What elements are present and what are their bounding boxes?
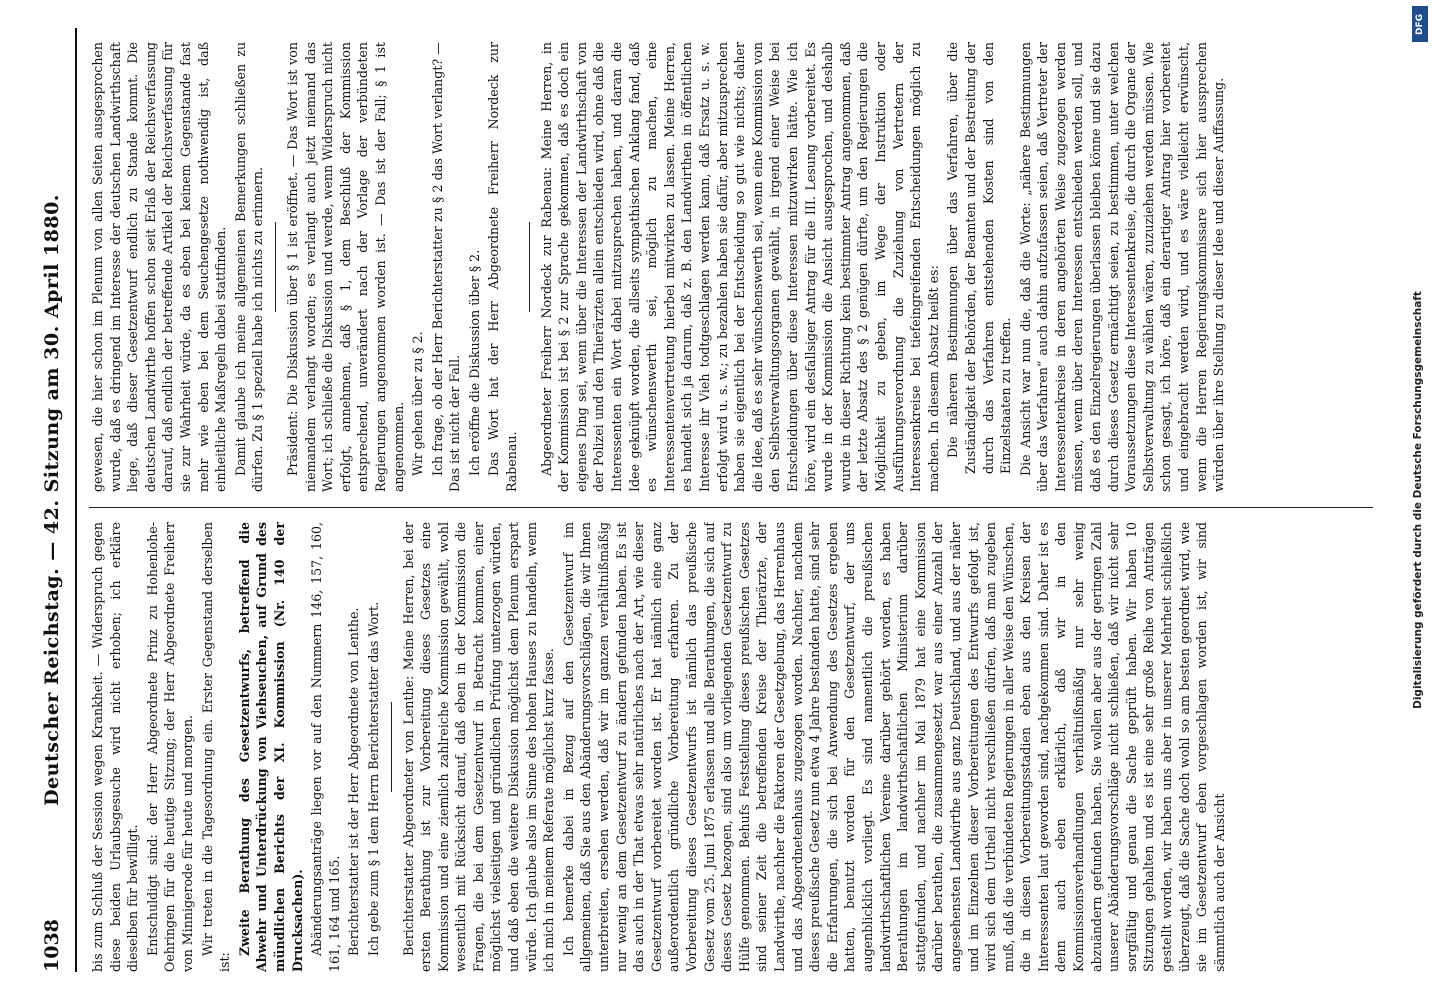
quoted-paragraph: Die näheren Bestimmungen über das Verfahren, über die Zuständigkeit der Behörden, der Beamten und der Bestreitung der durch das Verfahren entstehenden Kosten sind von den Einzelstaaten zu treffen. [945,42,1014,474]
left-column [89,522,1373,972]
divider [391,702,392,792]
paragraph: Wir gehen über zu § 2. [410,331,426,476]
paragraph: Ich gebe zum § 1 dem Herrn Berichterstatter das Wort. [365,601,381,956]
credit-text: Digitalisierung gefördert durch die Deutsche Forschungsgemeinschaft [1412,291,1424,709]
paragraph: bis zum Schluß der Session wegen Krankheit. — Widerspruch gegen diese beiden Urlaubsgesuche wird nicht erhoben; ich erkläre dieselben für bewilligt. [90,522,141,972]
paragraph: Ich eröffne die Diskussion über § 2. [466,249,482,476]
paragraph: Wir treten in die Tagesordnung ein. Erster Gegenstand derselben ist: [199,522,233,972]
speech-paragraph: Ich bemerke dabei in Bezug auf den Gesetzentwurf im allgemeinen, daß Sie aus den Abänderungsvorschlägen, die wir Ihnen unterbreiten, ersehen werden, daß wir im ganzen verhältnißmäßig nur wenig an dem Gesetzentwurf zu ändern gefunden haben. Es ist das auch in der That etwas sehr natürliches nach der Art, wie dieser Gesetzentwurf vorbereitet worden ist. Er hat nämlich eine ganz außerordentlich gründliche Vorbereitung erfahren. Zu der Vorbereitung dieses Gesetzentwurfs ist nämlich das preußische Gesetz vom 25. Juni 1875 erlassen und alle Berathungen, die sich auf dieses Gesetz bezogen, sind also um vorliegenden Gesetzentwurf zu Hülfe genommen. Behufs Feststellung dieses preußischen Gesetzes sind seiner Zeit die betreffenden Kreise der Thierärzte, der Landwirthe, nachher die Faktoren der Gesetzgebung, das Herrenhaus und das Abgeordnetenhaus zugezogen worden. Nachher, nachdem dieses preußische Gesetz nun etwa 4 Jahre bestanden hatte, sind sehr die Erfahrungen, die sich bei Anwendung des Gesetzes ergeben hatten, benutzt worden für den Gesetzentwurf, der uns augenblicklich vorliegt. Es sind namentlich die preußischen landwirthschaftlichen Vereine darüber gehört worden, es haben Berathungen im landwirthschaftlichen Ministerium darüber stattgefunden, und nachher im Mai 1879 hat eine Kommission darüber berathen, die zusammengesetzt war aus einer Anzahl der angesehensten Landwirthe aus ganz Deutschland, und aus der näher und im Einzelnen dieser Vorbereitungen des Entwurfs gefolgt ist, wird sich dem Urtheil nicht verschließen dürfen, daß man zugeben muß, daß die verbündeten Regierungen in aller Weise den Wünschen, die in diesen Vorbereitungsstadien eben aus den Kreisen der Interessenten laut geworden sind, nachgekommen sind. Daher ist es denn auch eben erklärlich, daß wir in den Kommissionsverhandlungen verhältnißmäßig nur sehr wenig abzuändern gefunden haben. Sie wollen aber aus der geringen Zahl unserer Abänderungsvorschläge nicht schließen, daß wir nicht sehr sorgfältig und genau die Sache geprüft haben. Wir haben 10 Sitzungen gehalten und es ist eine sehr große Reihe von Anträgen gestellt worden, wir haben uns aber in unserer Mehrheit schließlich überzeugt, daß die Sache doch wohl so am besten geordnet wird, wie sie im Gesetzentwurf eben vorgeschlagen worden ist, wir sind sämmtlich auch der Ansicht [560,522,1227,972]
agenda-item-title: Zweite Berathung des Gesetzentwurfs, betreffend die Abwehr und Unterdrückung von Viehseuchen, auf Grund des mündlichen Berichts der XI. Kommission (Nr. 140 der Drucksachen). [236,522,305,972]
page-header [35,28,77,972]
speech-paragraph: Die Ansicht war nun die, daß die Worte: „nähere Bestimmungen über das Verfahren“ auch dahin aufzufassen seien, daß Vertreter der Interessentenkreise in deren angehörten Weise zugezogen werden müssen, wenn über deren Interessen entschieden werden soll, und daß es den Einzelregierungen überlassen bleiben könne und sie dazu durch dieses Gesetz ermächtigt seien, zu bestimmen, unter welchen Voraussetzungen diese Interessentenkreise, die durch die Organe der Selbstverwaltung zu wählen wären, zuzuziehen werden müssen. Wie schon gesagt, ich höre, daß ein derartiger Antrag hier vorbereitet und eingebracht werden wird, und es wäre vielleicht erwünscht, wenn die Herren Regierungskommissare sich hier aussprechen würden über ihre Stellung zu dieser Idee und dieser Auffassung. [1017,42,1227,492]
newspaper-page [15,0,1395,1000]
speech-paragraph: Abgeordneter Freiherr Nordeck zur Rabenau: Meine Herren, in der Kommission ist bei § 2 zur Sprache gekommen, daß es doch ein eigenes Ding sei, wenn über die Interessen der Landwirthschaft von der Polizei und den Thierärzten allein entschieden wird, ohne daß die Interessenten ein Wort dabei mitzusprechen haben, und daran die Idee geknüpft worden, die allseits sympathischen Anklang fand, daß es wünschenswerth sei, möglich zu machen, eine Interessentenvertretung hierbei mitwirken zu lassen. Meine Herren, es handelt sich ja darum, daß z. B. den Landwirthen in öffentlichen Interesse ihr Vieh todtgeschlagen werden kann, daß Ersatz u. s. w. erfolgt wird u. s. w.; zu bezahlen haben sie dafür, aber mitzusprechen haben sie eigentlich bei der Entscheidung so gut wie nichts; daher die Idee, daß es sehr wünschenswerth sei, wenn eine Kommission von den Selbstverwaltungsorganen gewählt, in irgend einer Weise bei Entscheidungen über diese Interessen mitzuwirken hätte. Wie ich höre, wird ein desfallsiger Antrag für die III. Lesung vorbereitet. Es wurde in der Kommission die Ansicht ausgesprochen, und deshalb wurde in dieser Richtung kein bestimmter Antrag angenommen, daß der letzte Absatz des § 2 genügen dürfte, um den Regierungen die Möglichkeit zu geben, im Wege der Instruktion oder Ausführungsverordnung die Zuziehung von Vertretern der Interessenkreise bei tiefeingreifenden Entscheidungen möglich zu machen. In diesem Absatz heißt es: [538,42,941,492]
divider [275,222,276,312]
speech-paragraph: Berichterstatter Abgeordneter von Lenthe: Meine Herren, bei der ersten Berathung ist zur Vorbereitung dieses Gesetzes eine Kommission und eine ziemlich zahlreiche Kommission gewählt, wohl wesentlich mit Rücksicht darauf, daß eben in der Kommission die Fragen, die bei dem Gesetzentwurf in Betracht kommen, einer möglichst vielseitigen und gründlichen Prüfung unterzogen würden, und daß eben die weitere Diskussion möglichst dem Plenum erspart würde. Ich glaube also im Sinne des hohen Hauses zu handeln, wenn ich mich in meinem Referate möglichst kurz fasse. [400,522,557,972]
page-number: 1038 [41,919,63,972]
paragraph: Berichterstatter ist der Herr Abgeordnete von Lenthe. [346,607,362,956]
paragraph: Entschuldigt sind: der Herr Abgeordnete Prinz zu Hohenlohe-Oehringen für die heutige Sitzung; der Herr Abgeordnete Freiherr von Minnigerode für heute und morgen. [144,522,195,972]
president-paragraph: Präsident: Die Diskussion über § 1 ist eröffnet. — Das Wort ist von niemandem verlangt worden; es verlangt auch jetzt niemand das Wort; ich schließe die Diskussion und werde, wenn Widerspruch nicht erfolgt, annehmen, daß § 1, dem Beschluß der Kommission entsprechend, unverändert nach der Vorlage der verbündeten Regierungen angenommen worden ist. — Das ist der Fall; § 1 ist angenommen. [284,42,406,492]
digitization-credit [1412,0,1426,1000]
paragraph: Damit glaube ich meine allgemeinen Bemerkungen schließen zu dürfen. Zu § 1 speziell habe ich nichts zu erinnern. [232,42,266,492]
divider [529,222,530,312]
paragraph: Abänderungsanträge liegen vor auf den Nummern 146, 157, 160, 161, 164 und 165. [309,522,342,972]
paragraph: Ich frage, ob der Herr Berichterstatter zu § 2 das Wort verlangt? — Das ist nicht der Fall. [429,42,463,492]
dfg-logo: DFG [1412,6,1428,42]
paragraph: Das Wort hat der Herr Abgeordnete Freiherr Nordeck zur Rabenau. [486,42,520,492]
right-column [89,42,1373,492]
column-divider [89,507,1373,508]
running-head: Deutscher Reichstag. — 42. Sitzung am 30. April 1880. [41,194,63,806]
paragraph: gewesen, die hier schon im Plenum von allen Seiten ausgesprochen wurde, daß es dringend im Interesse der deutschen Landwirthschaft liege, daß dieser Gesetzentwurf endlich zu Stande kommt. Die deutschen Landwirthe hoffen schon seit Erlaß der Reichsverfassung darauf, daß endlich der betreffende Artikel der Reichsverfassung für sie zur Wahrheit würde, da es eben bei keinem Gegenstande fast mehr wie eben bei dem Seuchengesetze nothwendig ist, daß einheitliche Maßregeln dabei stattfinden. [90,42,229,492]
